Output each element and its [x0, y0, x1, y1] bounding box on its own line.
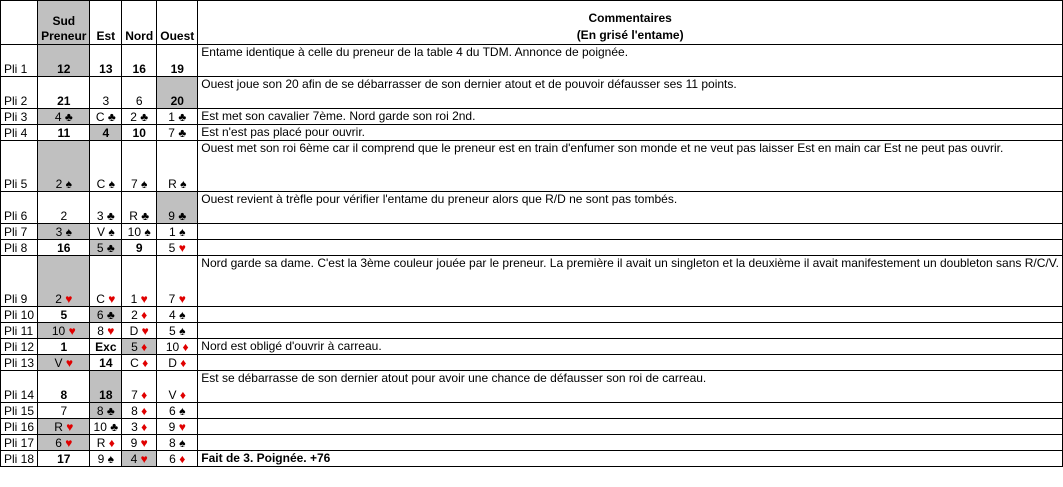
card-value: 20 — [170, 94, 184, 108]
ouest-card — [157, 125, 198, 141]
est-card — [90, 256, 122, 307]
trick-row — [1, 339, 1063, 355]
sud-card — [38, 371, 90, 403]
heart-icon: ♥ — [178, 292, 186, 306]
trick-label: Pli 16 — [1, 419, 38, 435]
header-sud — [38, 1, 90, 45]
heart-icon: ♥ — [140, 452, 148, 466]
trick-comment — [198, 240, 1063, 256]
card-value: D — [129, 324, 139, 338]
card-value: 9 — [135, 241, 143, 255]
card-value: 7 — [168, 292, 176, 306]
header-comment — [198, 1, 1063, 45]
card-value: 1 — [60, 340, 68, 354]
trick-label: Pli 15 — [1, 403, 38, 419]
trick-row — [1, 435, 1063, 451]
card-value: 10 — [127, 225, 142, 239]
est-card — [90, 355, 122, 371]
heart-icon: ♥ — [66, 420, 74, 434]
club-icon: ♣ — [141, 209, 150, 223]
card-value: 10 — [51, 324, 66, 338]
card-value: 3 — [102, 94, 110, 108]
header-pli — [1, 1, 38, 45]
card-value: 7 — [131, 388, 138, 402]
trick-comment: Fait de 3. Poignée. +76 — [198, 451, 1063, 467]
est-card — [90, 307, 122, 323]
trick-comment — [198, 419, 1063, 435]
card-value: 4 — [130, 452, 138, 466]
trick-comment — [198, 355, 1063, 371]
trick-row — [1, 240, 1063, 256]
card-value: 14 — [99, 356, 113, 370]
diamond-icon: ♦ — [141, 420, 148, 434]
trick-row — [1, 141, 1063, 192]
card-value: 7 — [168, 126, 175, 140]
header-row — [1, 1, 1063, 45]
card-value: D — [168, 356, 177, 370]
card-value: 16 — [57, 241, 71, 255]
trick-label: Pli 1 — [1, 45, 38, 77]
card-value: R — [168, 177, 177, 191]
club-icon: ♣ — [106, 404, 115, 418]
ouest-card — [157, 224, 198, 240]
spade-icon: ♠ — [179, 225, 186, 239]
heart-icon: ♥ — [178, 241, 186, 255]
card-value: C — [95, 110, 105, 124]
trick-row — [1, 451, 1063, 467]
card-value: 8 — [96, 404, 104, 418]
diamond-icon: ♦ — [108, 436, 115, 450]
card-value: 3 — [55, 225, 63, 239]
card-value: 5 — [168, 241, 176, 255]
sud-card — [38, 224, 90, 240]
sud-card — [38, 451, 90, 467]
diamond-icon: ♦ — [182, 340, 189, 354]
spade-icon: ♠ — [180, 177, 187, 191]
trick-row — [1, 419, 1063, 435]
card-value: 16 — [132, 62, 146, 76]
trick-comment: Est n'est pas placé pour ouvrir. — [198, 125, 1063, 141]
card-value: V — [96, 225, 105, 239]
card-value: 13 — [99, 62, 113, 76]
trick-label: Pli 13 — [1, 355, 38, 371]
card-value: R — [96, 436, 106, 450]
card-value: C — [96, 292, 105, 306]
card-value: Exc — [95, 340, 117, 354]
spade-icon: ♠ — [179, 404, 186, 418]
trick-label: Pli 18 — [1, 451, 38, 467]
spade-icon: ♠ — [141, 177, 148, 191]
nord-card — [122, 323, 157, 339]
est-card — [90, 141, 122, 192]
est-card — [90, 240, 122, 256]
trick-row — [1, 125, 1063, 141]
spade-icon: ♠ — [107, 452, 115, 466]
card-value: 8 — [131, 404, 138, 418]
diamond-icon: ♦ — [179, 452, 186, 466]
trick-row — [1, 355, 1063, 371]
card-value: C — [96, 177, 106, 191]
card-value: 7 — [130, 177, 138, 191]
sud-card — [38, 355, 90, 371]
est-card — [90, 192, 122, 224]
sud-card — [38, 435, 90, 451]
card-value: R — [54, 420, 63, 434]
club-icon: ♣ — [106, 241, 115, 255]
trick-label: Pli 17 — [1, 435, 38, 451]
trick-label: Pli 3 — [1, 109, 38, 125]
trick-row — [1, 224, 1063, 240]
ouest-card — [157, 141, 198, 192]
club-icon: ♣ — [178, 209, 187, 223]
sud-card — [38, 323, 90, 339]
card-value: 2 — [55, 177, 63, 191]
sud-card — [38, 339, 90, 355]
trick-label: Pli 9 — [1, 256, 38, 307]
sud-card — [38, 403, 90, 419]
header-sud-line1: Sud — [52, 14, 76, 28]
header-comment-line1: Commentaires — [588, 11, 672, 25]
club-icon: ♣ — [178, 126, 187, 140]
spade-icon: ♠ — [108, 177, 116, 191]
header-est: Est — [90, 1, 122, 45]
card-value: R — [129, 209, 138, 223]
card-value: 6 — [96, 308, 104, 322]
trick-row — [1, 307, 1063, 323]
card-value: 9 — [130, 436, 138, 450]
trick-comment: Nord garde sa dame. C'est la 3ème couleur jouée par le preneur. La première il avait un singleton et la deuxième il avait manifestement un doubleton sans R/C/V. — [198, 256, 1063, 307]
header-nord: Nord — [122, 1, 157, 45]
card-value: 18 — [99, 388, 113, 402]
ouest-card — [157, 323, 198, 339]
nord-card — [122, 451, 157, 467]
nord-card — [122, 45, 157, 77]
diamond-icon: ♦ — [142, 356, 149, 370]
nord-card — [122, 109, 157, 125]
card-value: 1 — [168, 110, 175, 124]
card-value: 19 — [170, 62, 184, 76]
trick-row — [1, 109, 1063, 125]
card-value: 9 — [168, 420, 176, 434]
trick-comment: Ouest joue son 20 afin de se débarrasser de son dernier atout et de pouvoir défausser ses 11 points. — [198, 77, 1063, 109]
spade-icon: ♠ — [144, 225, 151, 239]
trick-label: Pli 12 — [1, 339, 38, 355]
card-value: 7 — [60, 404, 68, 418]
nord-card — [122, 141, 157, 192]
nord-card — [122, 371, 157, 403]
ouest-card — [157, 240, 198, 256]
sud-card — [38, 256, 90, 307]
spade-icon: ♠ — [108, 225, 115, 239]
spade-icon: ♠ — [179, 324, 186, 338]
club-icon: ♣ — [106, 209, 115, 223]
diamond-icon: ♦ — [141, 340, 148, 354]
card-value: 10 — [93, 420, 107, 434]
heart-icon: ♥ — [140, 436, 148, 450]
nord-card — [122, 355, 157, 371]
trick-comment: Est se débarrasse de son dernier atout pour avoir une chance de défausser son roi de carreau. — [198, 371, 1063, 403]
diamond-icon: ♦ — [179, 388, 186, 402]
card-value: 1 — [130, 292, 138, 306]
ouest-card — [157, 403, 198, 419]
trick-row — [1, 403, 1063, 419]
sud-card — [38, 77, 90, 109]
card-value: 3 — [96, 209, 104, 223]
card-value: 6 — [169, 452, 176, 466]
sud-card — [38, 109, 90, 125]
header-comment-line2: (En grisé l'entame) — [576, 28, 684, 42]
card-value: 21 — [57, 94, 71, 108]
header-ouest: Ouest — [157, 1, 198, 45]
card-value: 4 — [102, 126, 110, 140]
nord-card — [122, 339, 157, 355]
heart-icon: ♥ — [107, 324, 115, 338]
trick-row — [1, 371, 1063, 403]
card-value: 2 — [131, 308, 138, 322]
heart-icon: ♥ — [65, 356, 74, 370]
est-card — [90, 403, 122, 419]
est-card — [90, 77, 122, 109]
club-icon: ♣ — [140, 110, 149, 124]
heart-icon: ♥ — [65, 436, 73, 450]
spade-icon: ♠ — [179, 436, 186, 450]
spade-icon: ♠ — [179, 308, 186, 322]
heart-icon: ♥ — [140, 292, 148, 306]
ouest-card — [157, 192, 198, 224]
est-card — [90, 323, 122, 339]
sud-card — [38, 45, 90, 77]
card-value: 2 — [60, 209, 68, 223]
nord-card — [122, 125, 157, 141]
ouest-card — [157, 45, 198, 77]
card-value: 10 — [132, 126, 146, 140]
sud-card — [38, 419, 90, 435]
ouest-card — [157, 307, 198, 323]
card-value: 17 — [57, 452, 71, 466]
trick-row — [1, 45, 1063, 77]
nord-card — [122, 435, 157, 451]
trick-comment — [198, 307, 1063, 323]
trick-comment: Entame identique à celle du preneur de la table 4 du TDM. Annonce de poignée. — [198, 45, 1063, 77]
ouest-card — [157, 355, 198, 371]
sud-card — [38, 192, 90, 224]
trick-label: Pli 10 — [1, 307, 38, 323]
nord-card — [122, 419, 157, 435]
nord-card — [122, 307, 157, 323]
trick-label: Pli 7 — [1, 224, 38, 240]
header-sud-line2: Preneur — [41, 29, 87, 43]
sud-card — [38, 307, 90, 323]
est-card — [90, 371, 122, 403]
trick-comment — [198, 435, 1063, 451]
card-value: 2 — [55, 292, 62, 306]
club-icon: ♣ — [110, 420, 119, 434]
diamond-icon: ♦ — [180, 356, 187, 370]
trick-row — [1, 256, 1063, 307]
est-card — [90, 109, 122, 125]
est-card — [90, 125, 122, 141]
heart-icon: ♥ — [108, 292, 116, 306]
club-icon: ♣ — [178, 110, 187, 124]
spade-icon: ♠ — [65, 225, 72, 239]
ouest-card — [157, 419, 198, 435]
trick-label: Pli 11 — [1, 323, 38, 339]
trick-label: Pli 5 — [1, 141, 38, 192]
card-value: 5 — [96, 241, 104, 255]
diamond-icon: ♦ — [141, 388, 148, 402]
card-value: 3 — [131, 420, 138, 434]
nord-card — [122, 192, 157, 224]
card-value: 8 — [97, 324, 104, 338]
trick-comment — [198, 323, 1063, 339]
card-value: 2 — [130, 110, 137, 124]
sud-card — [38, 125, 90, 141]
trick-comment: Nord est obligé d'ouvrir à carreau. — [198, 339, 1063, 355]
trick-comment — [198, 403, 1063, 419]
spade-icon: ♠ — [65, 177, 72, 191]
nord-card — [122, 224, 157, 240]
nord-card — [122, 403, 157, 419]
sud-card — [38, 240, 90, 256]
trick-label: Pli 8 — [1, 240, 38, 256]
ouest-card — [157, 435, 198, 451]
card-value: C — [130, 356, 139, 370]
trick-row — [1, 77, 1063, 109]
trick-comment: Ouest met son roi 6ème car il comprend que le preneur est en train d'enfumer son monde et ne veut pas laisser Est en main car Est ne peut pas ouvrir. — [198, 141, 1063, 192]
card-value: V — [168, 388, 177, 402]
card-value: 8 — [169, 436, 176, 450]
nord-card — [122, 77, 157, 109]
trick-comment — [198, 224, 1063, 240]
heart-icon: ♥ — [68, 324, 76, 338]
card-value: 5 — [169, 324, 176, 338]
heart-icon: ♥ — [65, 292, 73, 306]
heart-icon: ♥ — [178, 420, 186, 434]
card-value: 8 — [60, 388, 68, 402]
club-icon: ♣ — [64, 110, 73, 124]
trick-comment: Ouest revient à trèfle pour vérifier l'entame du preneur alors que R/D ne sont pas tombés. — [198, 192, 1063, 224]
diamond-icon: ♦ — [141, 404, 148, 418]
trick-row — [1, 192, 1063, 224]
diamond-icon: ♦ — [141, 308, 148, 322]
card-value: 4 — [54, 110, 62, 124]
card-value: V — [54, 356, 63, 370]
card-value: 6 — [169, 404, 176, 418]
card-value: 1 — [169, 225, 176, 239]
est-card — [90, 45, 122, 77]
est-card — [90, 435, 122, 451]
ouest-card — [157, 77, 198, 109]
est-card — [90, 419, 122, 435]
ouest-card — [157, 109, 198, 125]
card-value: 4 — [169, 308, 176, 322]
card-value: 5 — [60, 308, 68, 322]
card-value: 5 — [131, 340, 138, 354]
est-card — [90, 224, 122, 240]
card-value: 9 — [168, 209, 175, 223]
card-value: 12 — [57, 62, 71, 76]
est-card — [90, 339, 122, 355]
trick-label: Pli 4 — [1, 125, 38, 141]
sud-card — [38, 141, 90, 192]
nord-card — [122, 256, 157, 307]
trick-label: Pli 2 — [1, 77, 38, 109]
card-value: 9 — [97, 452, 105, 466]
ouest-card — [157, 256, 198, 307]
ouest-card — [157, 371, 198, 403]
club-icon: ♣ — [107, 110, 116, 124]
card-value: 11 — [57, 126, 71, 140]
card-value: 6 — [55, 436, 62, 450]
trick-row — [1, 323, 1063, 339]
ouest-card — [157, 339, 198, 355]
trick-label: Pli 6 — [1, 192, 38, 224]
trick-label: Pli 14 — [1, 371, 38, 403]
card-value: 6 — [135, 94, 143, 108]
club-icon: ♣ — [106, 308, 115, 322]
trick-comment: Est met son cavalier 7ème. Nord garde son roi 2nd. — [198, 109, 1063, 125]
card-value: 10 — [165, 340, 180, 354]
heart-icon: ♥ — [141, 324, 149, 338]
nord-card — [122, 240, 157, 256]
ouest-card — [157, 451, 198, 467]
est-card — [90, 451, 122, 467]
